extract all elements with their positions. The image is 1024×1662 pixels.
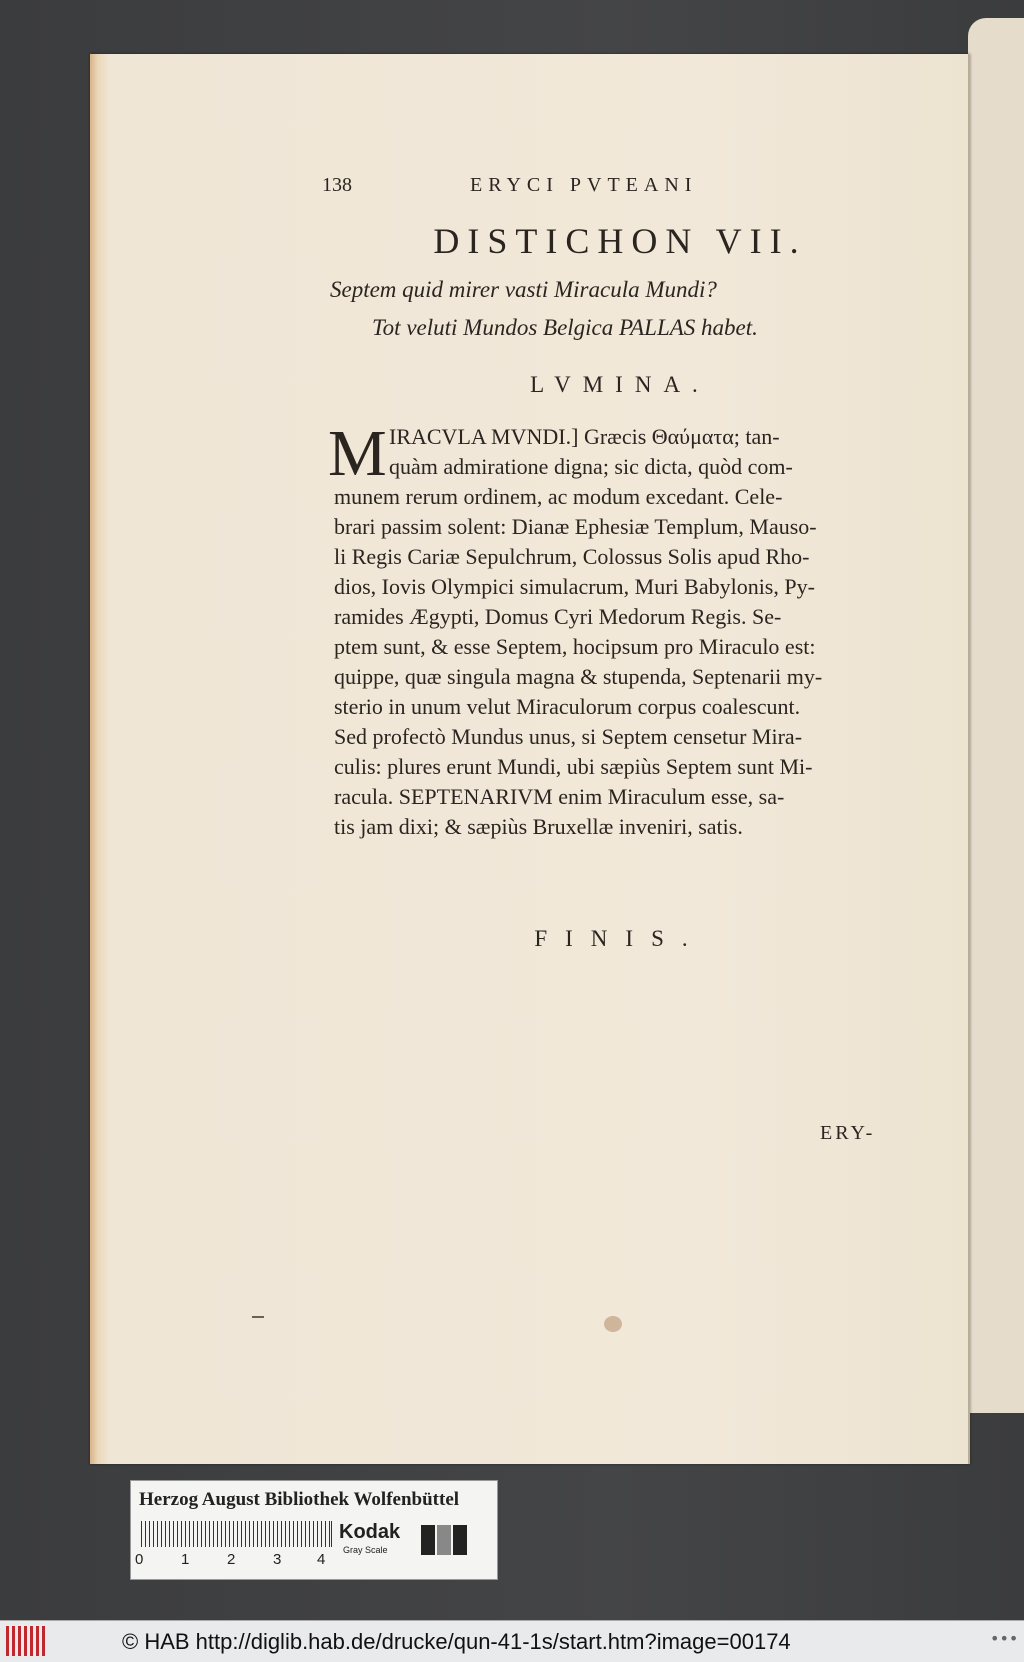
running-head <box>322 174 742 202</box>
hab-logo-icon[interactable] <box>6 1626 46 1656</box>
distich-line-2: Tot veluti Mundos Belgica PALLAS habet. <box>372 315 758 340</box>
body-line: tis jam dixi; & sæpiùs Bruxellæ inveniri, satis. <box>334 814 743 839</box>
body-line: munem rerum ordinem, ac modum excedant. Cele- <box>334 484 783 509</box>
footer-copyright-link[interactable]: © HAB http://diglib.hab.de/drucke/qun-41-1s/start.htm?image=00174 <box>122 1629 791 1654</box>
footer-bar <box>0 1620 1024 1662</box>
body-line: IRACVLA MVNDI.] Græcis Θαύματα; tan- <box>389 424 780 449</box>
body-line: brari passim solent: Dianæ Ephesiæ Templum, Mauso- <box>334 514 817 539</box>
ruler-numbers <box>135 1551 335 1571</box>
gray-swatch <box>437 1525 451 1555</box>
library-label-card <box>130 1480 498 1580</box>
body-line: ptem sunt, & esse Septem, hocipsum pro Miraculo est: <box>334 634 816 659</box>
body-line: racula. SEPTENARIVM enim Miraculum esse, sa- <box>334 784 785 809</box>
body-line: sterio in unum velut Miraculorum corpus coalescunt. <box>334 694 801 719</box>
paper-stain <box>604 1316 622 1332</box>
running-head-title: ERYCI PVTEANI <box>470 174 698 196</box>
ink-mark <box>252 1316 264 1318</box>
library-name: Herzog August Bibliothek Wolfenbüttel <box>139 1489 460 1510</box>
body-line: quàm admiratione digna; sic dicta, quòd com- <box>389 454 793 479</box>
kodak-logo: Kodak <box>339 1521 401 1543</box>
body-line: quippe, quæ singula magna & stupenda, Septenarii my- <box>334 664 823 689</box>
gray-swatch <box>421 1525 435 1555</box>
page-number: 138 <box>322 174 352 196</box>
body-line: Sed profectò Mundus unus, si Septem censetur Mira- <box>334 724 803 749</box>
catchword: ERY- <box>820 1122 876 1144</box>
body-line: ramides Ægypti, Domus Cyri Medorum Regis. Se- <box>334 604 782 629</box>
body-line: dios, Iovis Olympici simulacrum, Muri Babylonis, Py- <box>334 574 815 599</box>
finis: FINIS. <box>534 926 706 951</box>
page-fold <box>968 54 970 1464</box>
gray-swatch <box>453 1525 467 1555</box>
facing-page-edge <box>968 18 1024 1413</box>
gray-scale-label: Gray Scale <box>343 1545 388 1555</box>
more-options-icon[interactable]: ••• <box>990 1629 1019 1648</box>
ruler-number: 3 <box>273 1551 282 1568</box>
ruler-number: 2 <box>227 1551 236 1568</box>
distich-line-1: Septem quid mirer vasti Miracula Mundi? <box>330 277 717 302</box>
ruler-number: 4 <box>317 1551 326 1568</box>
ruler-number: 0 <box>135 1551 144 1568</box>
drop-cap: M <box>328 417 387 490</box>
ruler-number: 1 <box>181 1551 190 1568</box>
commentary-title: LVMINA. <box>530 372 710 397</box>
scale-ruler <box>141 1521 332 1547</box>
section-heading: DISTICHON VII. <box>433 221 807 261</box>
body-line: culis: plures erunt Mundi, ubi sæpiùs Septem sunt Mi- <box>334 754 813 779</box>
body-line: li Regis Cariæ Sepulchrum, Colossus Solis apud Rho- <box>334 544 810 569</box>
